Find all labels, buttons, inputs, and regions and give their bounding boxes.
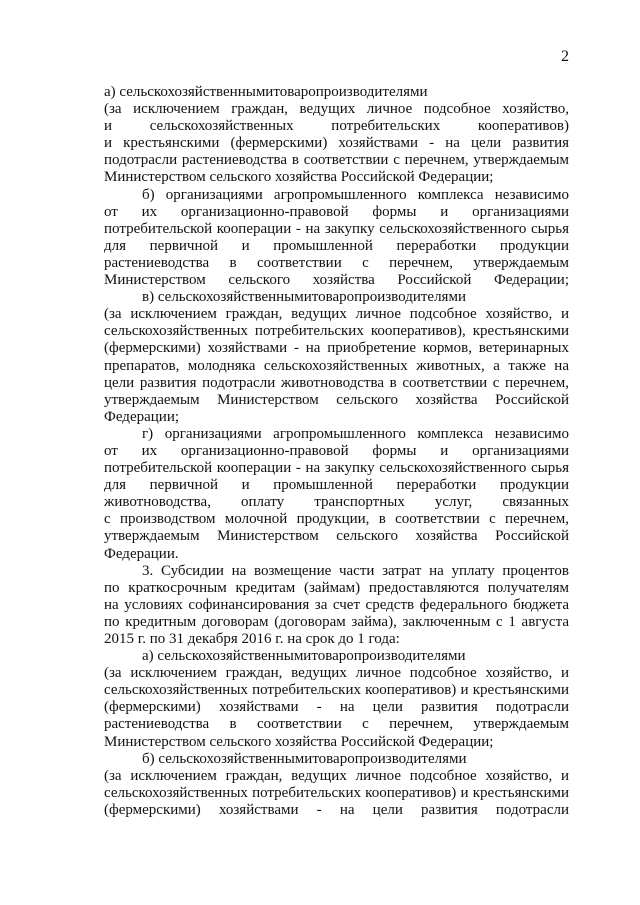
text-line: 3. Субсидии на возмещение части затрат на уплату процентов: [142, 562, 569, 579]
paragraph: [104, 187, 569, 290]
text-line-left: а) сельскохозяйственными: [142, 648, 312, 665]
text-line: подотрасли растениеводства в соответствии с перечнем, утверждаемым: [104, 152, 569, 169]
text-line: Министерством сельского хозяйства Российской Федерации;: [104, 733, 494, 750]
text-line: утверждаемым Министерством сельского хозяйства Российской: [104, 391, 569, 408]
text-line: от их организационно-правовой формы и организациями: [104, 442, 569, 459]
page-number: 2: [561, 48, 569, 65]
text-line-right: товаропроизводителями: [311, 289, 466, 306]
text-line: [104, 648, 569, 665]
text-line: Федерации;: [104, 408, 180, 425]
text-line: (фермерскими) хозяйствами - на приобретение кормов, ветеринарных: [104, 340, 569, 357]
paragraph: [104, 648, 569, 751]
text-line: сельскохозяйственных потребительских кооперативов) и крестьянскими: [104, 784, 569, 801]
document-body: [104, 84, 569, 819]
text-line: (за исключением граждан, ведущих личное подсобное хозяйство, и: [104, 767, 569, 784]
paragraph: [104, 426, 569, 563]
text-line: б) организациями агропромышленного комплекса независимо: [142, 186, 569, 203]
text-line: животноводства, оплату транспортных услуг, связанных: [104, 494, 569, 511]
text-line: от их организационно-правовой формы и организациями: [104, 203, 569, 220]
paragraph: [104, 289, 569, 426]
paragraph: [104, 84, 569, 187]
text-line-right: товаропроизводителями: [312, 750, 467, 767]
text-line-right: товаропроизводителями: [273, 84, 428, 100]
text-line: потребительской кооперации - на закупку сельскохозяйственного сырья: [104, 460, 569, 477]
text-line: растениеводства в соответствии с перечнем, утверждаемым: [104, 716, 569, 733]
text-line: на условиях софинансирования за счет средств федерального бюджета: [104, 596, 569, 613]
text-line: по кредитным договорам (договорам займа), заключенным с 1 августа: [104, 613, 569, 630]
text-line: [104, 84, 569, 101]
text-line: с производством молочной продукции, в соответствии с перечнем,: [104, 511, 569, 528]
text-line: растениеводства в соответствии с перечнем, утверждаемым: [104, 254, 569, 271]
text-line: и крестьянскими (фермерскими) хозяйствами - на цели развития: [104, 135, 569, 152]
text-line-left: б) сельскохозяйственными: [142, 750, 313, 767]
text-line: Федерации.: [104, 545, 179, 562]
text-line: (фермерскими) хозяйствами - на цели развития подотрасли: [104, 699, 569, 716]
text-line: (за исключением граждан, ведущих личное подсобное хозяйство, и: [104, 665, 569, 682]
text-line: (фермерскими) хозяйствами - на цели развития подотрасли: [104, 801, 569, 818]
text-line-left: а) сельскохозяйственными: [104, 84, 274, 100]
paragraph: [104, 563, 569, 648]
text-line: по краткосрочным кредитам (займам) предоставляются получателям: [104, 579, 569, 596]
text-line: Министерством сельского хозяйства Российской Федерации;: [104, 169, 494, 186]
text-line: и сельскохозяйственных потребительских кооперативов): [104, 118, 569, 135]
text-line: 2015 г. по 31 декабря 2016 г. на срок до 1 года:: [104, 631, 400, 647]
text-line: препаратов, молодняка сельскохозяйственных животных, а также на: [104, 357, 569, 374]
text-line: (за исключением граждан, ведущих личное подсобное хозяйство,: [104, 101, 569, 118]
text-line: утверждаемым Министерством сельского хозяйства Российской: [104, 528, 569, 545]
text-line: [104, 289, 569, 306]
text-line: цели развития подотрасли животноводства в соответствии с перечнем,: [104, 374, 569, 391]
paragraph: [104, 751, 569, 819]
text-line: [104, 751, 569, 768]
text-line: г) организациями агропромышленного комплекса независимо: [142, 425, 569, 442]
text-line-left: в) сельскохозяйственными: [142, 289, 312, 306]
text-line: для первичной и промышленной переработки продукции: [104, 477, 569, 494]
text-line: Министерством сельского хозяйства Российской Федерации;: [104, 272, 569, 289]
text-line: сельскохозяйственных потребительских кооперативов), крестьянскими: [104, 323, 569, 340]
text-line: (за исключением граждан, ведущих личное подсобное хозяйство, и: [104, 306, 569, 323]
text-line: потребительской кооперации - на закупку сельскохозяйственного сырья: [104, 220, 569, 237]
text-line: сельскохозяйственных потребительских кооперативов) и крестьянскими: [104, 682, 569, 699]
text-line: для первичной и промышленной переработки продукции: [104, 237, 569, 254]
text-line-right: товаропроизводителями: [311, 648, 466, 665]
